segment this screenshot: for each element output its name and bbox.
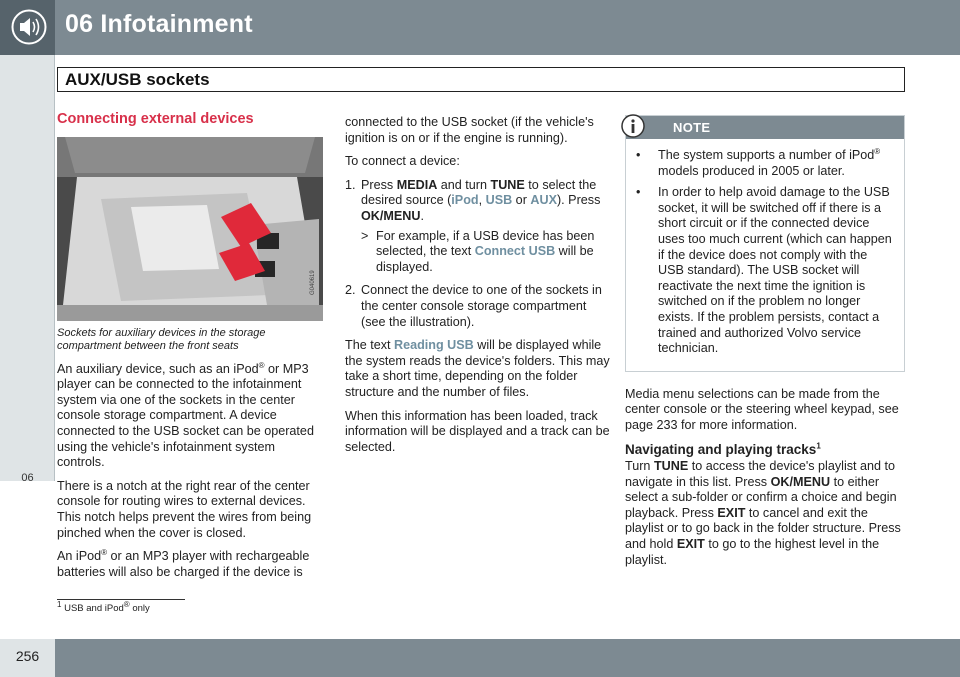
charging-paragraph: An iPod® or an MP3 player with rechargeable batteries will also be charged if the device is	[57, 547, 310, 579]
chapter-side-tab-label: 06	[21, 472, 34, 484]
reading-usb-paragraph: The text Reading USB will be displayed while the system reads the device's folders. This may take a short time, depending on the folder structure and the number of files.	[345, 338, 610, 399]
step-1-result: > For example, if a USB device has been selected, the text Connect USB will be displayed.	[361, 228, 595, 274]
note-item: • In order to help avoid damage to the USB socket, it will be switched off if there is a short circuit or if the connected device uses too much current (which can happen if the device does not comply with the USB standard). The USB socket will reactivate the next time the ignition is switched on if the problem no longer exists. If the problem persists, contact a trained and authorized Volvo service technician.	[636, 185, 892, 356]
image-code: G040619	[310, 269, 316, 295]
note-list	[626, 139, 904, 371]
column-left	[57, 112, 323, 588]
step-2: 2. Connect the device to one of the sockets in the center console storage compartment (see the illustration).	[345, 283, 602, 329]
chapter-icon-box	[0, 0, 55, 55]
footnote: $^1$ USB and iPod® only	[57, 599, 150, 614]
section-title: AUX/USB sockets	[65, 70, 210, 89]
photo-caption: Sockets for auxiliary devices in the storage compartment between the front seats	[57, 326, 266, 352]
chapter-title: 06 Infotainment	[65, 10, 253, 38]
connect-steps	[345, 178, 611, 330]
note-box	[625, 115, 905, 372]
header-bar	[0, 0, 960, 55]
info-icon	[620, 113, 646, 139]
heading-connecting-devices: Connecting external devices	[57, 111, 254, 127]
column-middle	[345, 115, 611, 463]
note-item: • The system supports a number of iPod® models produced in 2005 or later.	[636, 146, 881, 178]
footnote-rule	[57, 599, 185, 600]
speaker-icon	[11, 9, 47, 45]
media-menu-paragraph: Media menu selections can be made from the center console or the steering wheel keypad, see page 233 for more information.	[625, 386, 899, 432]
step-1: 1. Press MEDIA and turn TUNE to select the desired source (iPod, USB or AUX). Press OK/MENU. > For example, if a USB device has been selected, the text Connect USB will be displayed.	[345, 178, 611, 276]
track-info-paragraph: When this information has been loaded, track information will be displayed and a track can be selected.	[345, 408, 610, 454]
page-number: 256	[15, 648, 40, 664]
connect-intro: To connect a device:	[345, 154, 460, 169]
note-header	[626, 116, 904, 139]
footer-bar	[0, 639, 960, 677]
section-header	[57, 67, 905, 92]
storage-compartment-photo	[57, 137, 323, 321]
notch-paragraph: There is a notch at the right rear of the center console for routing wires to external devices. This notch helps prevent the wires from being pinched when the cover is closed.	[57, 478, 312, 540]
intro-paragraph: An auxiliary device, such as an iPod® or MP3 player can be connected to the infotainment system via one of the sockets in the center console storage compartment. A device connected to the USB socket can be operated using the vehicle's infotainment system controls.	[57, 360, 314, 470]
chapter-side-tab	[0, 55, 55, 484]
heading-navigating-tracks: Navigating and playing tracks$^1$	[625, 441, 821, 457]
navigating-paragraph: Turn TUNE to access the device's playlist and to navigate in this list. Press OK/MENU to either select a sub-folder or confirm a choice and begin playback. Press EXIT to cancel and exit the playlist or to go back in the folder structure. Press and hold EXIT to go to the highest level in the playlist.	[625, 459, 901, 567]
ignition-paragraph: connected to the USB socket (if the vehicle's ignition is on or if the engine is running).	[345, 115, 594, 145]
note-title: NOTE	[673, 120, 711, 135]
column-right	[625, 115, 905, 576]
